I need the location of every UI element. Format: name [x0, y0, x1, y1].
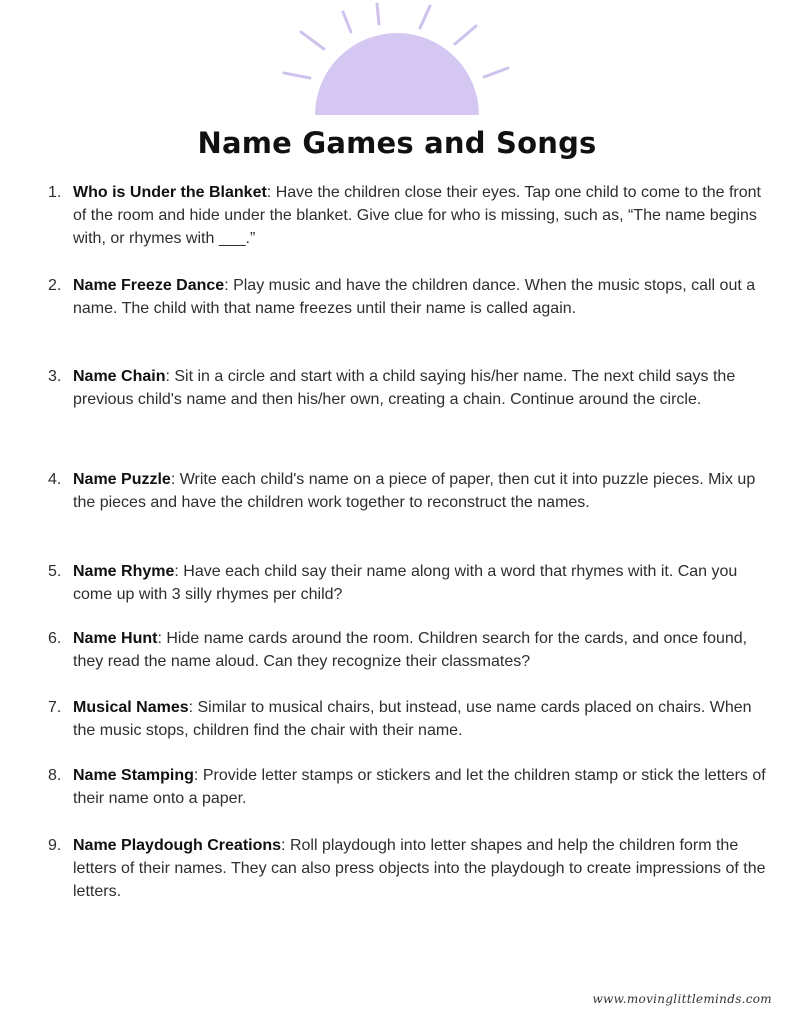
item-title: Name Freeze Dance — [73, 277, 225, 294]
item-title: Name Stamping — [73, 767, 194, 784]
item-text: : Sit in a circle and start with a child saying his/her name. The next child says the previous child's name and then his/her own, creating a chain. Continue around the circle. — [73, 368, 736, 408]
list-item — [48, 468, 770, 514]
item-number: 9. — [48, 837, 62, 854]
item-text: : Play music and have the children dance. When the music stops, call out a name. The child with that name freezes until their name is called again. — [73, 277, 756, 317]
list-item — [48, 274, 770, 320]
list-item — [48, 560, 770, 606]
list-item — [48, 365, 770, 411]
sun-icon — [280, 0, 515, 125]
item-number: 3. — [48, 368, 62, 385]
website-url: www.movinglittleminds.com — [592, 992, 772, 1006]
item-number: 4. — [48, 471, 62, 488]
item-number: 6. — [48, 630, 62, 647]
item-text: : Provide letter stamps or stickers and let the children stamp or stick the letters of their name onto a paper. — [73, 767, 766, 807]
item-title: Musical Names — [73, 699, 189, 716]
item-text: : Have the children close their eyes. Tap one child to come to the front of the room and hide under the blanket. Give clue for who is missing, such as, “The name begins with, or rhymes with ___.” — [73, 184, 761, 247]
item-title: Name Playdough Creations — [73, 837, 282, 854]
item-text: : Have each child say their name along with a word that rhymes with it. Can you come up with 3 silly rhymes per child? — [73, 563, 738, 603]
item-text: : Similar to musical chairs, but instead, use name cards placed on chairs. When the music stops, children find the chair with their name. — [73, 699, 752, 739]
item-title: Name Puzzle — [73, 471, 171, 488]
page-title: Name Games and Songs — [197, 126, 597, 160]
item-number: 7. — [48, 699, 62, 716]
item-title: Who is Under the Blanket — [73, 184, 267, 201]
list-item — [48, 834, 770, 903]
list-item — [48, 627, 770, 673]
item-number: 1. — [48, 184, 62, 201]
item-number: 8. — [48, 767, 62, 784]
item-number: 5. — [48, 563, 62, 580]
item-number: 2. — [48, 277, 62, 294]
list-item — [48, 764, 770, 810]
item-title: Name Hunt — [73, 630, 158, 647]
item-text: : Roll playdough into letter shapes and help the children form the letters of their names. They can also press objects into the playdough to create impressions of the letters. — [73, 837, 766, 900]
item-text: : Hide name cards around the room. Children search for the cards, and once found, they read the name aloud. Can they recognize their classmates? — [73, 630, 748, 670]
item-title: Name Rhyme — [73, 563, 175, 580]
item-title: Name Chain — [73, 368, 166, 385]
item-text: : Write each child's name on a piece of paper, then cut it into puzzle pieces. Mix up the pieces and have the children work together to reconstruct the names. — [73, 471, 756, 511]
list-item — [48, 181, 770, 250]
list-item — [48, 696, 770, 742]
